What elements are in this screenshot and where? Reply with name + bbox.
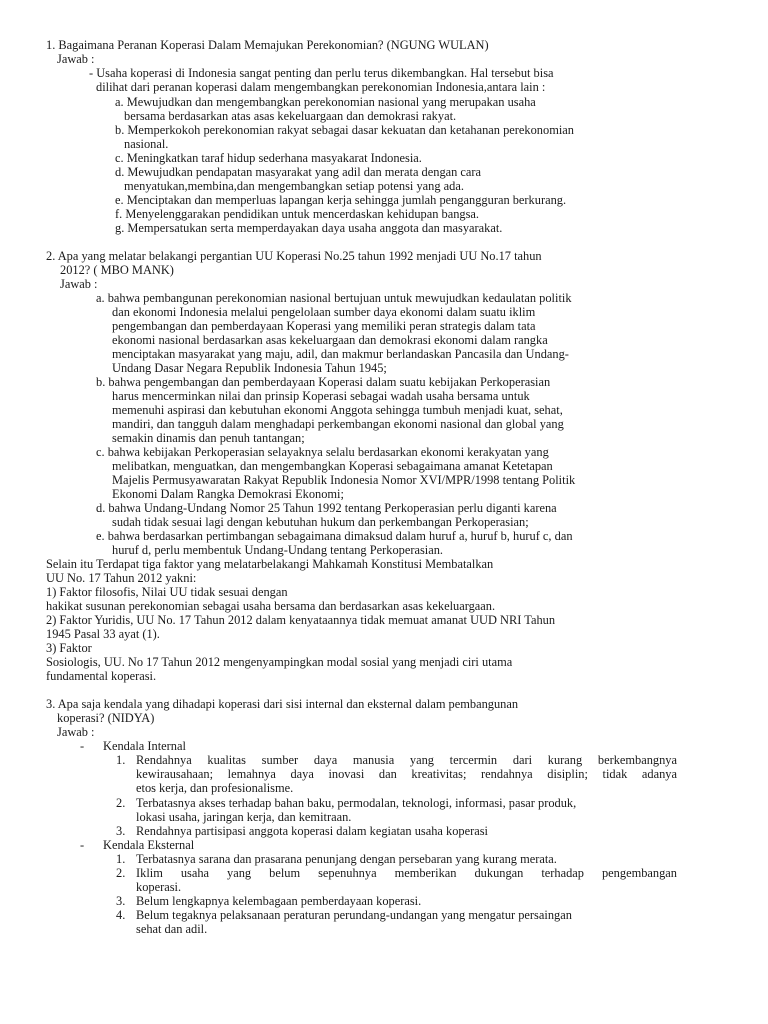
q3-eksternal-num: 2. [116,866,126,880]
q3-eksternal-item: Terbatasnya sarana dan prasarana penunjang dengan persebaran yang kurang merata. [136,852,557,866]
q2-item-c-cont: Majelis Permusyawaratan Rakyat Republik Indonesia Nomor XVI/MPR/1998 tentang Politik [112,473,576,487]
q3-eksternal-item-cont: sehat dan adil. [136,922,208,936]
q2-extra-line: UU No. 17 Tahun 2012 yakni: [46,571,197,585]
q2-item-d-cont: sudah tidak sesuai lagi dengan kebutuhan hukum dan perkembangan Perkoperasian; [112,515,529,529]
q2-extra-line: hakikat susunan perekonomian sebagai usaha bersama dan berdasarkan asas kekeluargaan. [46,599,496,613]
q3-eksternal-num: 4. [116,908,126,922]
q2-item-b-cont: memenuhi aspirasi dan kebutuhan ekonomi Anggota sehingga tumbuh menjadi kuat, sehat, [112,403,563,417]
q2-item-b-cont: harus mencerminkan nilai dan prinsip Koperasi sebagai wadah usaha bersama untuk [112,389,530,403]
q1-item-c: c. Meningkatkan taraf hidup sederhana masyakarat Indonesia. [115,151,422,165]
q3-eksternal-item-cont: koperasi. [136,880,182,894]
q2-jawab-label: Jawab : [60,277,98,291]
q2-item-b: b. bahwa pengembangan dan pemberdayaan Koperasi dalam suatu kebijakan Perkoperasian [96,375,551,389]
q3-internal-item: Rendahnya kualitas sumber daya manusia yang tercermin dari kurang berkembangnya [136,753,677,767]
q2-item-a: a. bahwa pembangunan perekonomian nasional bertujuan untuk mewujudkan kedaulatan politik [96,291,572,305]
q3-internal-num: 1. [116,753,126,767]
q3-internal-num: 2. [116,796,126,810]
q2-extra-line: 1) Faktor filosofis, Nilai UU tidak sesuai dengan [46,585,288,599]
q3-eksternal-item: Belum tegaknya pelaksanaan peraturan perundang-undangan yang mengatur persaingan [136,908,572,922]
q3-eksternal-title: Kendala Eksternal [103,838,195,852]
q1-item-e: e. Menciptakan dan memperluas lapangan kerja sehingga jumlah pengangguran berkurang. [115,193,567,207]
q3-internal-title: Kendala Internal [103,739,186,753]
q2-item-a-cont: ekonomi nasional berdasarkan asas kekeluargaan dan demokrasi ekonomi dalam rangka [112,333,548,347]
q2-extra-line: 3) Faktor [46,641,92,655]
q3-dash-internal: - [80,739,85,753]
q2-extra-line: fundamental koperasi. [46,669,157,683]
q3-internal-num: 3. [116,824,126,838]
q2-item-d: d. bahwa Undang-Undang Nomor 25 Tahun 1992 tentang Perkoperasian perlu diganti karena [96,501,557,515]
q3-question: 3. Apa saja kendala yang dihadapi koperasi dari sisi internal dan eksternal dalam pembangunan [46,697,519,711]
q3-internal-item-cont: etos kerja, dan profesionalisme. [136,781,294,795]
q2-extra-line: 2) Faktor Yuridis, UU No. 17 Tahun 2012 dalam kenyataannya tidak memuat amanat UUD NRI Tahun [46,613,556,627]
q2-item-b-cont: mandiri, dan tangguh dalam menghadapi perkembangan ekonomi nasional dan global yang [112,417,564,431]
q2-item-c-cont: melibatkan, menguatkan, dan mengembangkan Koperasi sebagaimana amanat Ketetapan [112,459,553,473]
q2-extra-line: Selain itu Terdapat tiga faktor yang melatarbelakangi Mahkamah Konstitusi Membatalkan [46,557,494,571]
q2-item-a-cont: dan ekonomi Indonesia melalui pengelolaan sumber daya ekonomi dalam suatu iklim [112,305,536,319]
q3-jawab-label: Jawab : [57,725,95,739]
q3-eksternal-num: 3. [116,894,126,908]
q1-item-d: d. Mewujudkan pendapatan masyarakat yang adil dan merata dengan cara [115,165,482,179]
q3-eksternal-item: Belum lengkapnya kelembagaan pemberdayaan koperasi. [136,894,422,908]
q1-intro-line: dilihat dari peranan koperasi dalam mengembangkan perekonomian Indonesia,antara lain : [96,80,546,94]
q1-item-b-cont: nasional. [124,137,169,151]
q1-item-a-cont: bersama berdasarkan atas asas kekeluargaan dan demokrasi rakyat. [124,109,457,123]
q2-extra-line: 1945 Pasal 33 ayat (1). [46,627,160,641]
q3-dash-eksternal: - [80,838,85,852]
q2-item-a-cont: pengembangan dan pemberdayaan Koperasi yang memiliki peran strategis dalam tata [112,319,536,333]
q2-item-a-cont: menciptakan masyarakat yang maju, adil, dan makmur berlandaskan Pancasila dan Undang- [112,347,569,361]
q2-extra-line: Sosiologis, UU. No 17 Tahun 2012 mengenyampingkan modal sosial yang menjadi ciri utama [46,655,513,669]
q2-item-b-cont: semakin dinamis dan penuh tantangan; [112,431,305,445]
q2-item-c: c. bahwa kebijakan Perkoperasian selayaknya selalu berdasarkan ekonomi kerakyatan yang [96,445,549,459]
q1-question: 1. Bagaimana Peranan Koperasi Dalam Memajukan Perekonomian? (NGUNG WULAN) [46,38,489,52]
q3-eksternal-item: Iklim usaha yang belum sepenuhnya memberikan dukungan terhadap pengembangan [136,866,677,880]
q1-intro-line: - Usaha koperasi di Indonesia sangat penting dan perlu terus dikembangkan. Hal tersebut bisa [89,66,554,80]
q3-eksternal-num: 1. [116,852,126,866]
q2-question: 2. Apa yang melatar belakangi pergantian UU Koperasi No.25 tahun 1992 menjadi UU No.17 tahun [46,249,542,263]
q2-item-a-cont: Undang Dasar Negara Republik Indonesia Tahun 1945; [112,361,387,375]
q3-question-cont: koperasi? (NIDYA) [57,711,155,725]
q3-internal-item: Rendahnya partisipasi anggota koperasi dalam kegiatan usaha koperasi [136,824,488,838]
q3-internal-item-cont: kewirausahaan; lemahnya daya inovasi dan kreativitas; rendahnya disiplin; tidak adanya [136,767,677,781]
q2-question-cont: 2012? ( MBO MANK) [60,263,174,277]
q1-item-b: b. Memperkokoh perekonomian rakyat sebagai dasar kekuatan dan ketahanan perekonomian [115,123,574,137]
q1-item-g: g. Mempersatukan serta memperdayakan daya usaha anggota dan masyarakat. [115,221,503,235]
q1-item-f: f. Menyelenggarakan pendidikan untuk mencerdaskan kehidupan bangsa. [115,207,480,221]
q2-item-e: e. bahwa berdasarkan pertimbangan sebagaimana dimaksud dalam huruf a, huruf b, huruf c, dan [96,529,573,543]
q2-item-c-cont: Ekonomi Dalam Rangka Demokrasi Ekonomi; [112,487,344,501]
q3-internal-item: Terbatasnya akses terhadap bahan baku, permodalan, teknologi, informasi, pasar produk, [136,796,577,810]
q1-jawab-label: Jawab : [57,52,95,66]
q1-item-a: a. Mewujudkan dan mengembangkan perekonomian nasional yang merupakan usaha [115,95,536,109]
q3-internal-item-cont: lokasi usaha, jaringan kerja, dan kemitraan. [136,810,352,824]
q1-item-d-cont: menyatukan,membina,dan mengembangkan setiap potensi yang ada. [124,179,464,193]
q2-item-e-cont: huruf d, perlu membentuk Undang-Undang tentang Perkoperasian. [112,543,444,557]
